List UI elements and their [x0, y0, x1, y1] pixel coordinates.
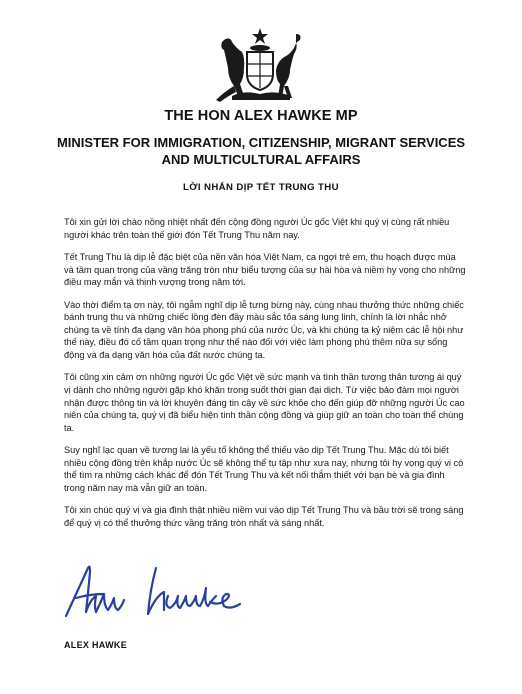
office-line-1: MINISTER FOR IMMIGRATION, CITIZENSHIP, MIGRANT SERVICES — [56, 135, 466, 150]
letter-title: LỜI NHẮN DỊP TẾT TRUNG THU — [183, 182, 339, 193]
paragraph: Tôi cũng xin cảm ơn những người Úc gốc Việt về sức mạnh và tình thần tương thân tương ái quý vị dành cho những người gặp khó khăn trong suốt thời gian đại dịch. Từ việc bảo đảm mọi người nhận được thông tin và lời khuyên đáng tin cậy về sức khỏe cho đến giúp đỡ những người Úc cao niên của chúng ta, quý vị đã biểu hiện tinh thần cộng đồng và giúp giữ an toàn cho toàn thể chúng ta. — [64, 372, 465, 433]
handwritten-signature — [60, 560, 260, 622]
paragraph: Vào thời điểm tạ ơn này, tôi ngẫm nghĩ dịp lễ tưng bừng này, cùng nhau thưởng thức những chiếc bánh trung thu và những chiếc lồng đèn đầy màu sắc tỏa sáng lung linh, chính là lời nhắc nhở chúng ta về tính đa dạng văn hóa phong phú của nước Úc, và khi chúng ta kỷ niệm các lễ hội như thế này, điều đó cố tầm quan trọng như thế nào đối với việc làm phong phú thêm nữa sự sống động và đa dạng văn hóa của đất nước chúng ta. — [64, 299, 464, 360]
paragraph: Suy nghĩ lạc quan về tương lai là yếu tố không thể thiếu vào dịp Tết Trung Thu. Mặc dù tôi biết nhiều cộng đồng trên khắp nước Úc sẽ không thể tụ tập như xưa nay, nhưng tôi hy vọng quý vị có thể tìm ra những cách khác để đón Tết Trung Thu và kết nối thắm thiết với bạn bè và gia đình trong năm nay mà vẫn giữ an toàn. — [64, 445, 464, 493]
letter-body — [64, 216, 466, 539]
coat-of-arms-icon — [214, 26, 306, 106]
office-line-2: AND MULTICULTURAL AFFAIRS — [161, 152, 361, 167]
paragraph: Tết Trung Thu là dịp lễ đặc biệt của nền văn hóa Việt Nam, ca ngợi trẻ em, thu hoạch được mùa và tầm quan trọng của vầng trăng tròn như biểu tượng của sự hài hòa và niềm hy vọng cho những điều may mắn và thịnh vượng trong năm tới. — [64, 251, 466, 288]
signatory-name: ALEX HAWKE — [64, 640, 128, 650]
paragraph: Tôi xin chúc quý vị và gia đình thật nhiều niềm vui vào dịp Tết Trung Thu và bầu trời sẽ trong sáng để quý vị có thể thưởng thức vầng trăng tròn nhất và sáng nhất. — [64, 505, 464, 528]
paragraph: Tôi xin gửi lời chào nồng nhiệt nhất đến cộng đồng người Úc gốc Việt khi quý vị cùng rất nhiều người khác trên toàn thế giới đón Tết Trung Thu năm nay. — [64, 217, 450, 240]
minister-office — [0, 134, 522, 168]
minister-name: THE HON ALEX HAWKE MP — [164, 108, 358, 124]
